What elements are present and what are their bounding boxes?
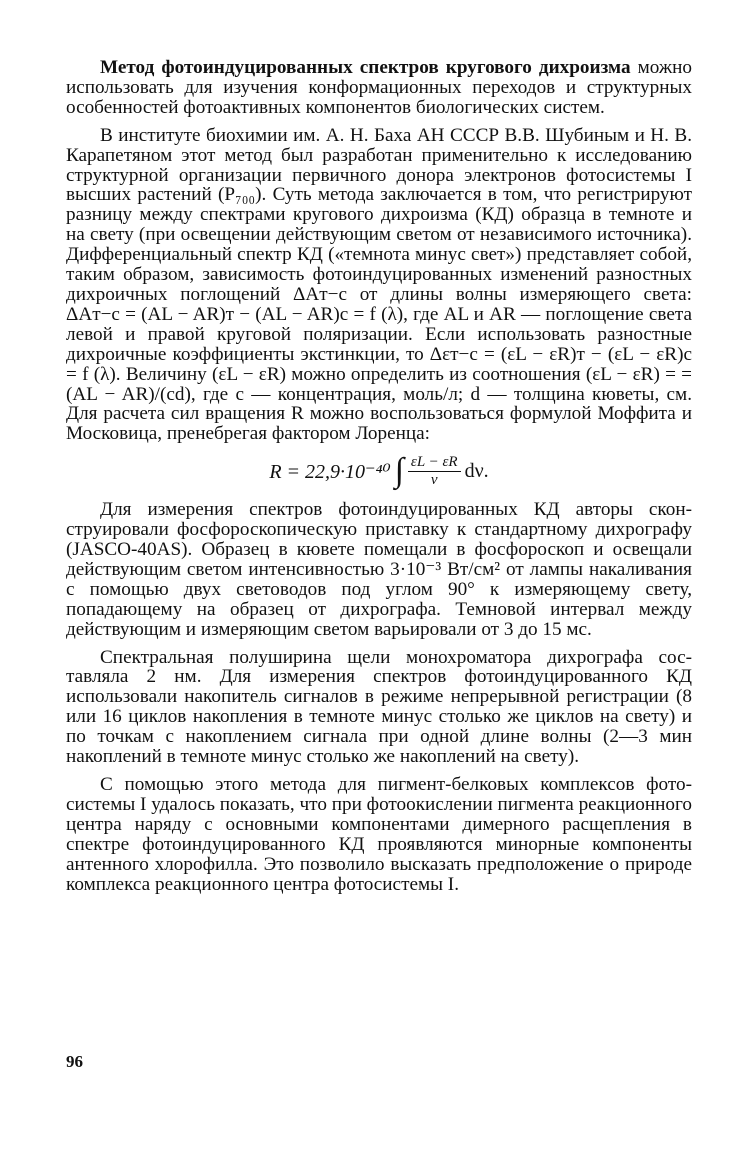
rotational-strength-formula [66, 446, 692, 496]
page-number: 96 [66, 1052, 83, 1071]
lead-phrase: Метод фотоиндуцированных спектров кругового дихроизма [100, 57, 631, 78]
paragraph-results: С помощью этого метода для пигмент-белковых комплексов фотосистемы I удалось показать, что при фотоокислении пигмента реакционного центра наряду с основными компонентами димерного расщепления в спектре фотоиндуцированного КД проявляются минорные компоненты антенного хлорофилла. Это позволило высказать предположение о природе комплекса реакционного центра фотосистемы I. [66, 774, 692, 895]
paragraph-method-description: В институте биохимии им. А. Н. Баха АН СССР В.В. Шубиным и Н. В. Карапетяном этот метод был разработан применительно к исследованию структурной организации первичного донора электронов фотосистемы I высших растений (P₇₀₀). Суть метода заключается в том, что регистрируют разницу между спектрами кругового дихроизма (КД) образца в темноте и на свету (при освещении действующим светом от независимого источника). Дифференциальный спектр КД («темнота минус свет») представляет собой, таким образом, зависимость фотоиндуцированных изменений разностных дихроичных поглощений ΔAт−с от длины волны измеряющего света: ΔAт−с = (AL − AR)т − (AL − AR)с = f (λ), где AL и AR — поглощение света левой и правой круговой поляризации. Если использовать разностные дихроичные коэффициенты экстинкции, то Δεт−с = (εL − εR)т − (εL − εR)с = f (λ). Величину (εL − εR) можно определить из соотношения (εL − εR) = = (AL − AR)/(cd), где c — концентрация, моль/л; d — толщина кюветы, см. Для расчета сил вращения R можно воспользоваться формулой Моффита и Московица, пренебрегая фактором Лоренца: [66, 124, 692, 445]
formula-lhs: R = 22,9·10⁻⁴⁰ [269, 460, 391, 483]
paragraph-intro-text: можно использовать для изучения конформационных переходов и структурных особенностей фотоактивных компонентов биологических систем. [66, 57, 692, 118]
paragraph-measurement: Спектральная полуширина щели монохроматора дихрографа составляла 2 нм. Для измерения спектров фотоиндуцированного КД использовали накопитель сигналов в режиме непрерывной регистрации (8 или 16 циклов накопления в темноте минус столько же циклов на свету) и по точкам с накоплением сигнала при одной длине волны (2—3 мин накоплений в темноте минус столько же накоплений на свету). [66, 646, 692, 768]
paragraph-intro [66, 58, 692, 118]
formula-fraction [408, 454, 461, 489]
paragraph-apparatus: Для измерения спектров фотоиндуцированных КД авторы сконструировали фосфороскопическую приставку к стандартному дихрографу (JASCO-40AS). Образец в кювете помещали в фосфороскоп и освещали действующим светом интенсивностью 3·10⁻³ Вт/см² от лампы накаливания с помощью двух световодов под углом 90° к измеряющему свету, попадающему на образец от дихрографа. Темновой интервал между действующим и измеряющим светом варьировали от 3 до 15 мс. [66, 499, 692, 640]
formula-tail: dν. [464, 459, 489, 482]
formula-denominator: ν [430, 471, 438, 488]
formula-numerator: εL − εR [408, 454, 461, 472]
integral-sign: ∫ [394, 452, 404, 490]
